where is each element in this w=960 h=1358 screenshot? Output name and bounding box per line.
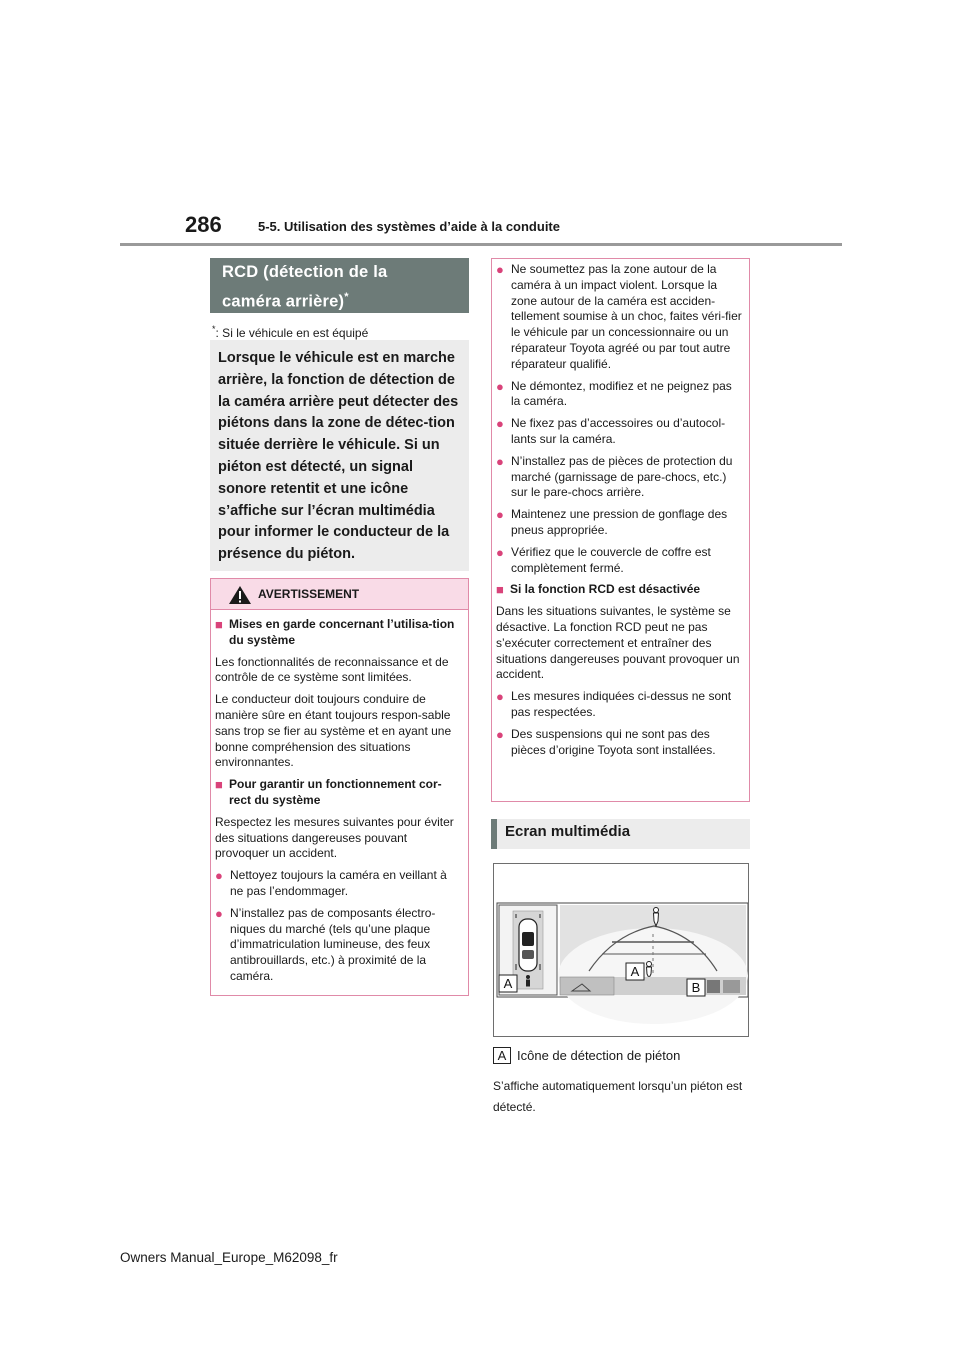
warning-bullet-1: Nettoyez toujours la caméra en veillant à ne pas l’endommager. xyxy=(230,868,447,898)
section-title: 5-5. Utilisation des systèmes d’aide à la conduite xyxy=(258,219,560,234)
label-b: B xyxy=(691,980,701,995)
square-bullet-icon: ■ xyxy=(496,582,504,598)
bullet-dot-icon: ● xyxy=(215,868,223,884)
header-divider xyxy=(120,243,842,246)
right-bullet: Ne soumettez pas la zone autour de la caméra à un impact violent. Lorsque la zone autour de la caméra est acciden-tellement soumise à un choc, faites véri-fier le véhicule par un concessionnaire ou un réparateur Toyota agréé ou par tout autre réparateur qualifié. xyxy=(511,262,742,371)
warning-para-1: Les fonctionnalités de reconnaissance et de contrôle de ce système sont limitées. xyxy=(215,654,449,685)
label-a-tag: A xyxy=(493,1047,511,1064)
caption-row xyxy=(493,1047,680,1064)
footnote-text: : Si le véhicule en est équipé xyxy=(215,326,369,340)
rcd-title-box xyxy=(210,258,469,313)
bullet-dot-icon: ● xyxy=(496,378,504,394)
bullet-dot-icon: ● xyxy=(496,262,504,277)
bullet-dot-icon: ● xyxy=(496,507,504,523)
title-asterisk: * xyxy=(344,291,349,303)
page-number: 286 xyxy=(185,212,222,237)
right-bullet: Des suspensions qui ne sont pas des pièces d’origine Toyota sont installées. xyxy=(511,726,716,757)
right-bullet: N’installez pas de pièces de protection du marché (garnissage de pare-chocs, etc.) sur le pare-chocs arrière. xyxy=(511,453,733,500)
right-bullet: Maintenez une pression de gonflage des pneus appropriée. xyxy=(511,507,728,537)
bullet-dot-icon: ● xyxy=(496,453,504,469)
intro-text: Lorsque le véhicule est en marche arrière, la fonction de détection de la caméra arrière peut détecter des piétons dans la zone de détec-tion située derrière le véhicule. Si un piéton est détecté, un signal sonore retentit et une icône s’affiche sur l’écran multimédia pour informer le conducteur de la présence du piéton. xyxy=(218,350,459,563)
intro-box xyxy=(210,340,469,571)
bullet-dot-icon: ● xyxy=(496,726,504,742)
warning-heading-2: Pour garantir un fonctionnement cor-rect du système xyxy=(229,777,442,807)
warning-triangle-icon xyxy=(228,585,252,605)
right-para: Dans les situations suivantes, le système se désactive. La fonction RCD peut ne pas s’exécuter correctement et entraîner des situations dangereuses pouvant provoquer un accident. xyxy=(496,604,740,682)
bullet-dot-icon: ● xyxy=(496,689,504,705)
warning-para-3: Respectez les mesures suivantes pour éviter des situations dangereuses pouvant provoquer un accident. xyxy=(215,814,454,861)
pedestrian-icon xyxy=(526,975,530,987)
caption-description: S’affiche automatiquement lorsqu’un piéton est détecté. xyxy=(493,1079,743,1114)
warning-bullet-2: N’installez pas de composants électro-niques du marché (tels qu’une plaque d’immatriculation lumineuse, des feux antibrouillards, etc.) à proximité de la caméra. xyxy=(230,905,436,983)
multimedia-heading: Ecran multimédia xyxy=(491,819,750,849)
right-bullet: Ne démontez, modifiez et ne peignez pas la caméra. xyxy=(511,378,732,409)
label-a-left: A xyxy=(503,976,513,991)
bullet-dot-icon: ● xyxy=(496,416,504,432)
warning-header xyxy=(211,579,468,610)
square-bullet-icon: ■ xyxy=(215,617,223,632)
square-bullet-icon: ■ xyxy=(215,777,223,793)
warning-title: AVERTISSEMENT xyxy=(258,587,360,601)
warning-box xyxy=(210,578,469,996)
warning-para-2: Le conducteur doit toujours conduire de manière sûre en étant toujours respon-sable sans trop se fier au système et en ayant une bonne compréhension des situations environnantes. xyxy=(215,692,452,770)
warning-continuation-box xyxy=(491,258,750,802)
footnote-mark: * xyxy=(212,324,216,334)
right-heading: Si la fonction RCD est désactivée xyxy=(510,582,701,597)
bullet-dot-icon: ● xyxy=(496,544,504,560)
footnote xyxy=(212,324,368,340)
rcd-title-line1: RCD (détection de la xyxy=(222,263,388,281)
rcd-title-line2: caméra arrière) xyxy=(222,292,345,311)
warning-heading-1: Mises en garde concernant l’utilisa-tion du système xyxy=(229,617,455,647)
footer-text: Owners Manual_Europe_M62098_fr xyxy=(120,1250,338,1265)
caption-text: Icône de détection de piéton xyxy=(517,1048,681,1063)
multimedia-screen-illustration xyxy=(493,863,749,1037)
right-bullet: Les mesures indiquées ci-dessus ne sont pas respectées. xyxy=(511,689,732,719)
right-bullet: Ne fixez pas d’accessoires ou d’autocol-lants sur la caméra. xyxy=(511,416,726,446)
rear-camera-display-illustration xyxy=(494,864,748,1036)
right-bullet: Vérifiez que le couvercle de coffre est complètement fermé. xyxy=(511,544,711,575)
bullet-dot-icon: ● xyxy=(215,905,223,921)
label-a-center: A xyxy=(630,964,640,979)
